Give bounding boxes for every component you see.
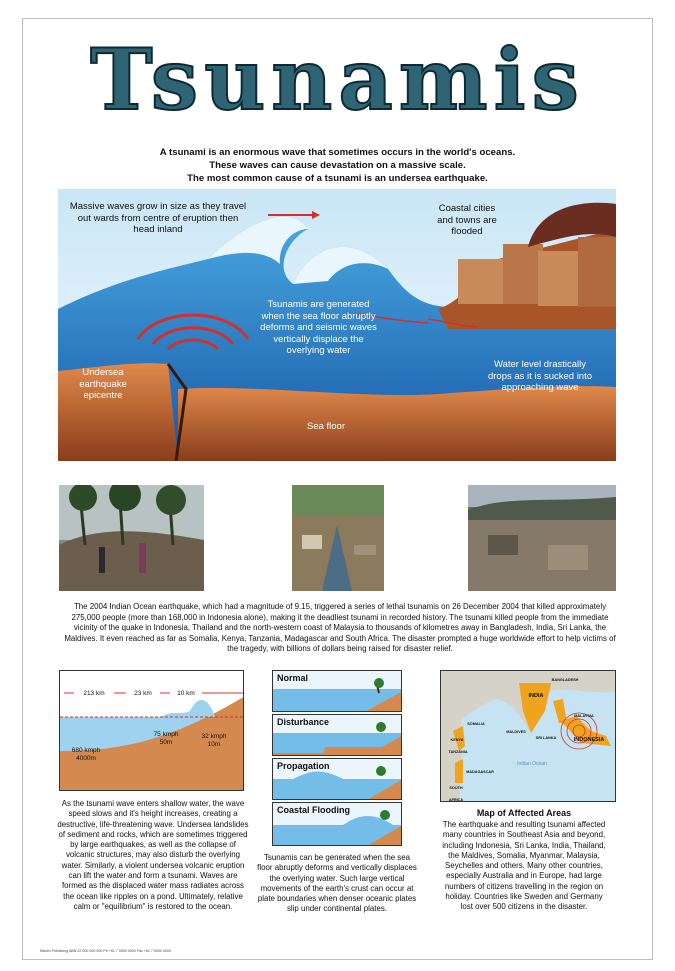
map-label-south-africa: SOUTH AFRICA [448, 786, 464, 802]
label-massive-waves: Massive waves grow in size as they travel out wards from centre of eruption then head inland [69, 201, 247, 235]
label-coastal-cities: Coastal cities and towns are flooded [437, 203, 497, 237]
map-text: The earthquake and resulting tsunami affected many countries in Southeast Asia and beyond, including Indonesia, Sri Lanka, India, Thailand, the Maldives, Somalia, Myanmar, Malaysia, Seychelles and others. Many other countries, especially Australia and in Europe, had large numbers of citizens travelling in the region on holiday. Countries like Sweden and Germany lost over 500 citizens in the disaster. [442, 820, 606, 912]
photo-devastation [468, 485, 616, 591]
map-label-indonesia: INDONESIA [573, 737, 605, 743]
tsunami-diagram [58, 189, 616, 461]
map-label-somalia: SOMALIA [467, 722, 485, 726]
photo-debris-street [292, 485, 384, 591]
stages-text: Tsunamis can be generated when the sea floor abruptly deforms and vertically displaces the overlying water. Such large vertical movements of the earth's crust can occur at plate boundaries when denser oceanic plates slip under continental plates. [257, 853, 417, 914]
stage-disturbance [272, 714, 402, 756]
distance-23: 23 km [126, 688, 160, 700]
stage-label: Normal [277, 673, 309, 683]
label-water-level: Water level drastically drops as it is sucked into approaching wave [487, 359, 593, 393]
map-label-tanzania: TANZANIA [448, 750, 468, 754]
publisher-footer: Maxim Publishing ABN 22 000 000 000 Ph +61 7 0000 0000 Fax +61 7 0000 0000 [40, 949, 171, 953]
stage-label: Propagation [277, 761, 330, 771]
speed-75: 75 kmph [153, 731, 179, 738]
stage-label: Coastal Flooding [277, 805, 350, 815]
speed-680: 680 kmph [71, 747, 101, 754]
depth-4000: 4000m [76, 755, 96, 762]
speed-32: 32 kmph [201, 733, 227, 740]
map-label-sri-lanka: SRI LANKA [535, 736, 557, 740]
depth-10: 10m [207, 741, 221, 748]
stage-propagation [272, 758, 402, 800]
intro-line: The most common cause of a tsunami is an undersea earthquake. [187, 173, 488, 184]
stage-coastal-flooding [272, 802, 402, 846]
map-title: Map of Affected Areas [476, 808, 572, 818]
label-generated: Tsunamis are generated when the sea floor abruptly deforms and seismic waves vertically displace the overlying water [260, 299, 377, 356]
poster-title: Tsunamis [90, 30, 585, 129]
stage-normal [272, 670, 402, 712]
map-label-kenya: KENYA [450, 738, 464, 742]
map-label-bangladesh: BANGLADESH [551, 678, 579, 682]
label-epicentre: Undersea earthquake epicentre [79, 367, 127, 401]
map-label-malaysia: MALAYSIA [574, 714, 594, 718]
stage-label: Disturbance [277, 717, 330, 727]
distance-10: 10 km [170, 688, 202, 700]
map-label-maldives: MALDIVES [506, 730, 526, 734]
intro-line: A tsunami is an enormous wave that sometimes occurs in the world's oceans. [159, 147, 516, 158]
wave-speed-diagram [59, 670, 244, 791]
depth-50: 50m [159, 739, 173, 746]
indian-ocean-caption: The 2004 Indian Ocean earthquake, which had a magnitude of 9.15, triggered a series of lethal tsunamis on 26 December 2004 that killed approximately 275,000 people (more than 168,000 in Indonesia alone), making it the deadliest tsunami in recorded history. The tsunami killed people from the immediate vicinity of the quake in Indonesia, Thailand and the north-western coast of Malaysia to thousands of kilometres away in Bangladesh, India, Sri Lanka, the Maldives. It even reached as far as Somalia, Kenya, Tanzania, Madagascar and South Africa. The disaster prompted a huge worldwide effort to help victims of the tragedy, with billions of dollars being raised for disaster relief. [64, 602, 616, 654]
affected-areas-map [440, 670, 616, 802]
shallow-water-text: As the tsunami wave enters shallow water, the wave speed slows and it's height increases, creating a destructive, life-threatening wave. Undersea landslides of sediment and rocks, which are sometimes triggered by large earthquakes, as well as the collapse of volcanic structures, may also disturb the overlying water. Similarly, a violent undersea volcanic eruption can lift the water and form a tsunami. Waves are formed as the displaced water mass radiates across the ocean like ripples on a pond. Ultimately, relative calm or "equilibrium" is restored to the ocean. [57, 799, 249, 911]
intro-text [100, 146, 575, 185]
intro-line: These waves can cause devastation on a massive scale. [209, 160, 466, 171]
distance-213: 213 km [74, 688, 114, 700]
photo-wave-crowd [59, 485, 204, 591]
map-label-india: INDIA [528, 693, 544, 699]
label-sea-floor: Sea floor [306, 421, 346, 432]
map-label-indian-ocean: Indian Ocean [517, 761, 547, 767]
map-label-madagascar: MADAGASCAR [466, 770, 494, 774]
